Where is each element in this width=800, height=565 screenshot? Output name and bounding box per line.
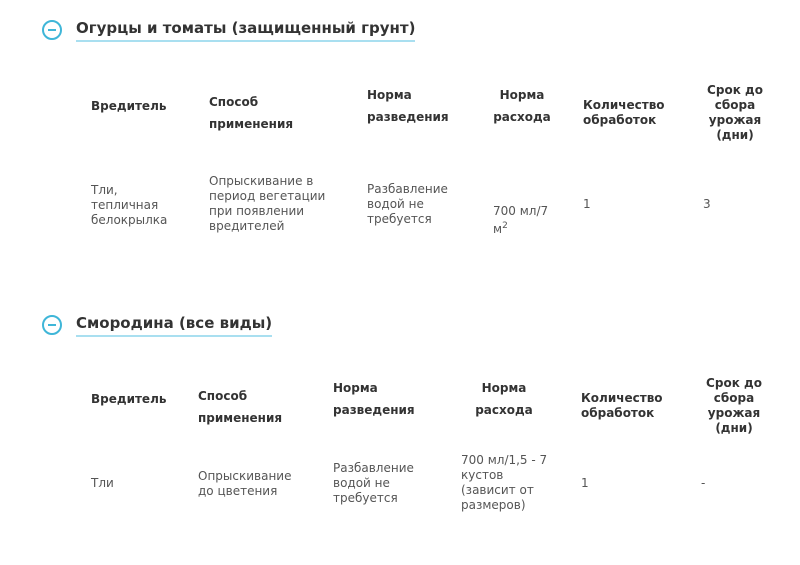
rate-value: 700 мл/7: [493, 204, 549, 218]
section-header-cucumbers-tomatoes[interactable]: [42, 17, 415, 43]
cell-rate: [493, 189, 548, 237]
header-harvest-term: Срок до сбора урожая (дни): [706, 376, 762, 435]
section-header-currant[interactable]: [42, 312, 272, 338]
header-pest: Вредитель: [91, 99, 167, 113]
header-pest: Вредитель: [91, 392, 167, 406]
cell-method: Опрыскивание в период вегетации при появлении вредителей: [209, 174, 326, 233]
section-title: Огурцы и томаты (защищенный грунт): [76, 18, 415, 42]
cell-treatment-count: 1: [581, 476, 589, 490]
minus-circle-icon[interactable]: [42, 315, 62, 335]
cell-pest: Тли: [91, 476, 114, 490]
header-harvest-term: Срок до сбора урожая (дни): [707, 83, 763, 142]
header-treatment-count: Количество обработок: [581, 391, 663, 420]
section-title: Смородина (все виды): [76, 313, 272, 337]
minus-circle-icon[interactable]: [42, 20, 62, 40]
header-dilution: Норма разведения: [367, 88, 449, 124]
header-rate: Норма расхода: [493, 88, 551, 124]
header-dilution: Норма разведения: [333, 381, 415, 417]
header-method: Способ применения: [209, 95, 294, 131]
cell-treatment-count: 1: [583, 197, 591, 211]
cell-dilution: Разбавление водой не требуется: [333, 461, 414, 505]
cell-method: Опрыскивание до цветения: [198, 469, 292, 498]
header-method: Способ применения: [198, 389, 283, 425]
cell-rate: 700 мл/1,5 - 7 кустов (зависит от размеров): [461, 453, 548, 512]
rate-unit-superscript: 2: [502, 221, 508, 231]
cell-pest: Тли, тепличная белокрылка: [91, 183, 168, 227]
header-treatment-count: Количество обработок: [583, 98, 665, 127]
cell-harvest-term: -: [701, 476, 706, 490]
cell-dilution: Разбавление водой не требуется: [367, 182, 448, 226]
header-rate: Норма расхода: [475, 381, 533, 417]
cell-harvest-term: 3: [703, 197, 711, 211]
rate-unit: м: [493, 222, 503, 236]
